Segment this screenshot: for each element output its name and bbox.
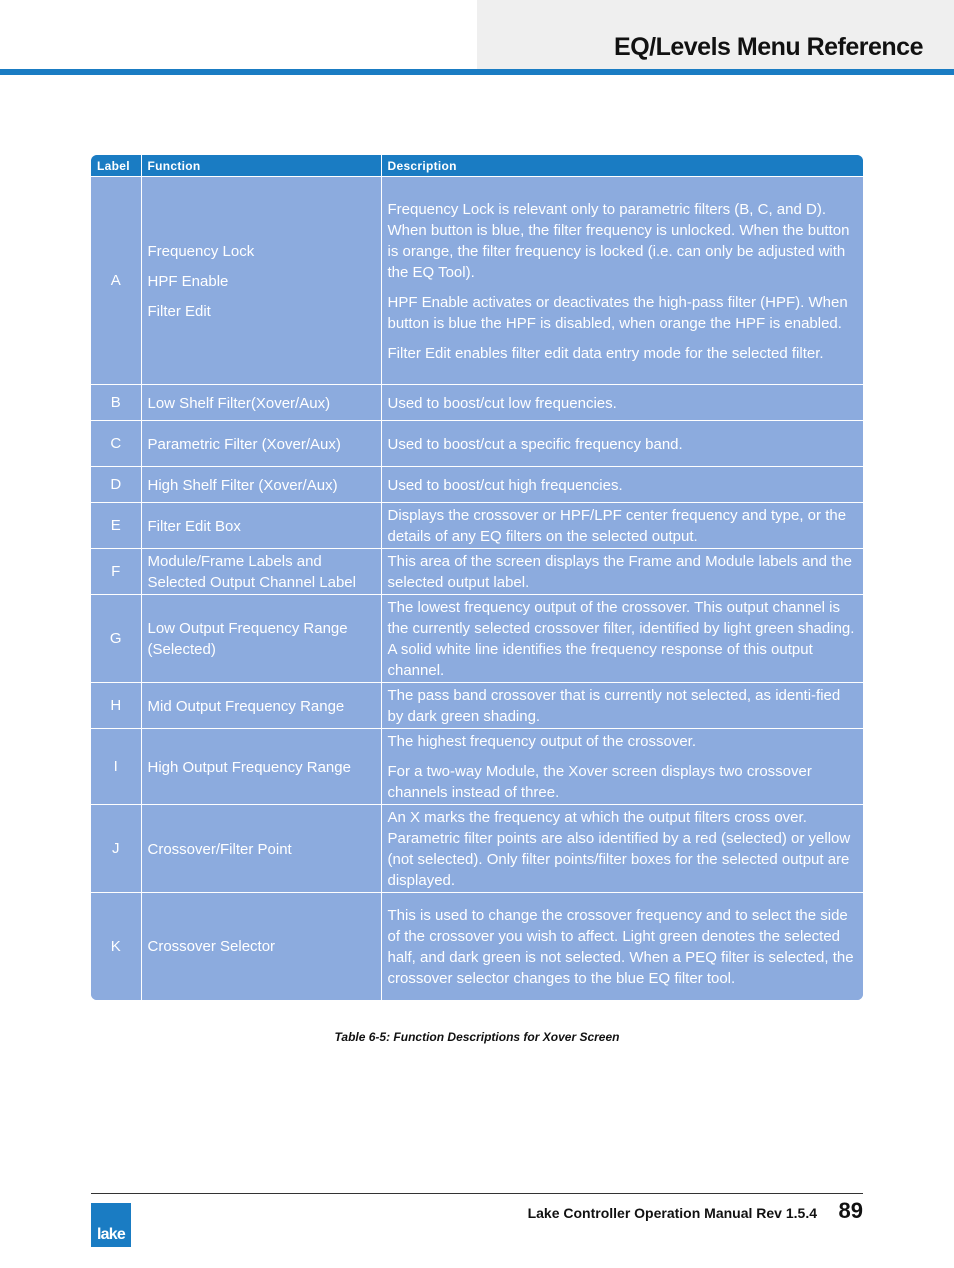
description-text: This is used to change the crossover frequency and to select the side of the crossover you wish to affect. Light green denotes the selected half, and dark green is not selected. When a PEQ filter is selected, the crossover selector changes to the blue EQ filter tool. <box>387 906 854 987</box>
page-title: EQ/Levels Menu Reference <box>614 33 923 61</box>
function-text: Frequency Lock <box>147 242 255 260</box>
row-description <box>381 805 863 893</box>
table-row <box>91 177 863 385</box>
row-function <box>141 595 381 683</box>
function-text: Low Output Frequency Range (Selected) <box>147 620 348 658</box>
function-table <box>91 155 863 1000</box>
table-row <box>91 893 863 1000</box>
function-text: High Output Frequency Range <box>147 758 351 776</box>
row-description <box>381 683 863 729</box>
column-header-label: Label <box>91 155 141 177</box>
lake-logo <box>91 1203 131 1247</box>
row-label: E <box>91 503 141 549</box>
row-function <box>141 503 381 549</box>
description-text: An X marks the frequency at which the output filters cross over. Parametric filter points are also identified by a red (selected) or yellow (not selected). Only filter points/filter boxes for the selected output are displayed. <box>387 809 851 889</box>
description-text: HPF Enable activates or deactivates the high-pass filter (HPF). When button is blue the HPF is disabled, when orange the HPF is enabled. <box>387 293 848 332</box>
description-text: Filter Edit enables filter edit data entry mode for the selected filter. <box>387 344 824 362</box>
row-description <box>381 467 863 503</box>
table-row <box>91 421 863 467</box>
function-text: Low Shelf Filter(Xover/Aux) <box>147 394 331 412</box>
table-row <box>91 805 863 893</box>
row-function <box>141 177 381 385</box>
description-text: Frequency Lock is relevant only to parametric filters (B, C, and D). When button is blue, the filter frequency is unlocked. When the button is orange, the filter frequency is locked (i.e. can only be adjusted with the EQ Tool). <box>387 200 850 281</box>
function-text: Filter Edit Box <box>147 517 241 535</box>
description-text: Used to boost/cut a specific frequency band. <box>387 435 683 453</box>
description-text: Displays the crossover or HPF/LPF center frequency and type, or the details of any EQ filters on the selected output. <box>387 507 847 545</box>
function-text: HPF Enable <box>147 272 229 290</box>
function-text: Mid Output Frequency Range <box>147 697 345 715</box>
function-text: Filter Edit <box>147 302 211 320</box>
row-description <box>381 421 863 467</box>
description-text: This area of the screen displays the Frame and Module labels and the selected output label. <box>387 553 852 591</box>
table-row <box>91 595 863 683</box>
manual-title: Lake Controller Operation Manual Rev 1.5.4 <box>527 1205 817 1221</box>
table-caption: Table 6-5: Function Descriptions for Xover Screen <box>334 1030 620 1044</box>
row-label: B <box>91 385 141 421</box>
description-text: The highest frequency output of the crossover. <box>387 733 697 750</box>
row-description <box>381 385 863 421</box>
table-row <box>91 549 863 595</box>
table-row <box>91 729 863 805</box>
row-label: A <box>91 177 141 385</box>
row-label: I <box>91 729 141 805</box>
row-label: F <box>91 549 141 595</box>
row-label: C <box>91 421 141 467</box>
row-description <box>381 729 863 805</box>
row-function <box>141 893 381 1000</box>
row-function <box>141 385 381 421</box>
row-function <box>141 549 381 595</box>
row-description <box>381 177 863 385</box>
row-description <box>381 549 863 595</box>
description-text: For a two-way Module, the Xover screen displays two crossover channels instead of three. <box>387 763 812 801</box>
table-row <box>91 503 863 549</box>
function-text: Crossover Selector <box>147 938 276 956</box>
header-rule <box>0 69 954 75</box>
table-row <box>91 683 863 729</box>
description-text: The pass band crossover that is currently not selected, as identi-fied by dark green shading. <box>387 687 841 725</box>
row-label: H <box>91 683 141 729</box>
row-function <box>141 683 381 729</box>
description-text: Used to boost/cut high frequencies. <box>387 476 623 494</box>
row-function <box>141 421 381 467</box>
description-text: The lowest frequency output of the crossover. This output channel is the currently selected crossover filter, identified by light green shading. A solid white line identifies the frequency response of this output channel. <box>387 599 855 679</box>
column-header-description: Description <box>381 155 863 177</box>
table-header-row <box>91 155 863 177</box>
row-label: G <box>91 595 141 683</box>
row-label: D <box>91 467 141 503</box>
row-label: K <box>91 893 141 1000</box>
logo-text: lake <box>97 1226 125 1243</box>
table-row <box>91 385 863 421</box>
footer-rule <box>91 1193 863 1194</box>
page-number: 89 <box>838 1198 863 1223</box>
row-label: J <box>91 805 141 893</box>
row-function <box>141 467 381 503</box>
row-function <box>141 729 381 805</box>
row-description <box>381 595 863 683</box>
table-row <box>91 467 863 503</box>
function-text: Parametric Filter (Xover/Aux) <box>147 435 341 453</box>
row-function <box>141 805 381 893</box>
row-description <box>381 503 863 549</box>
description-text: Used to boost/cut low frequencies. <box>387 394 617 412</box>
row-description <box>381 893 863 1000</box>
function-text: Module/Frame Labels and Selected Output Channel Label <box>147 553 356 591</box>
column-header-function: Function <box>141 155 381 177</box>
function-text: Crossover/Filter Point <box>147 840 292 858</box>
function-text: High Shelf Filter (Xover/Aux) <box>147 476 338 494</box>
